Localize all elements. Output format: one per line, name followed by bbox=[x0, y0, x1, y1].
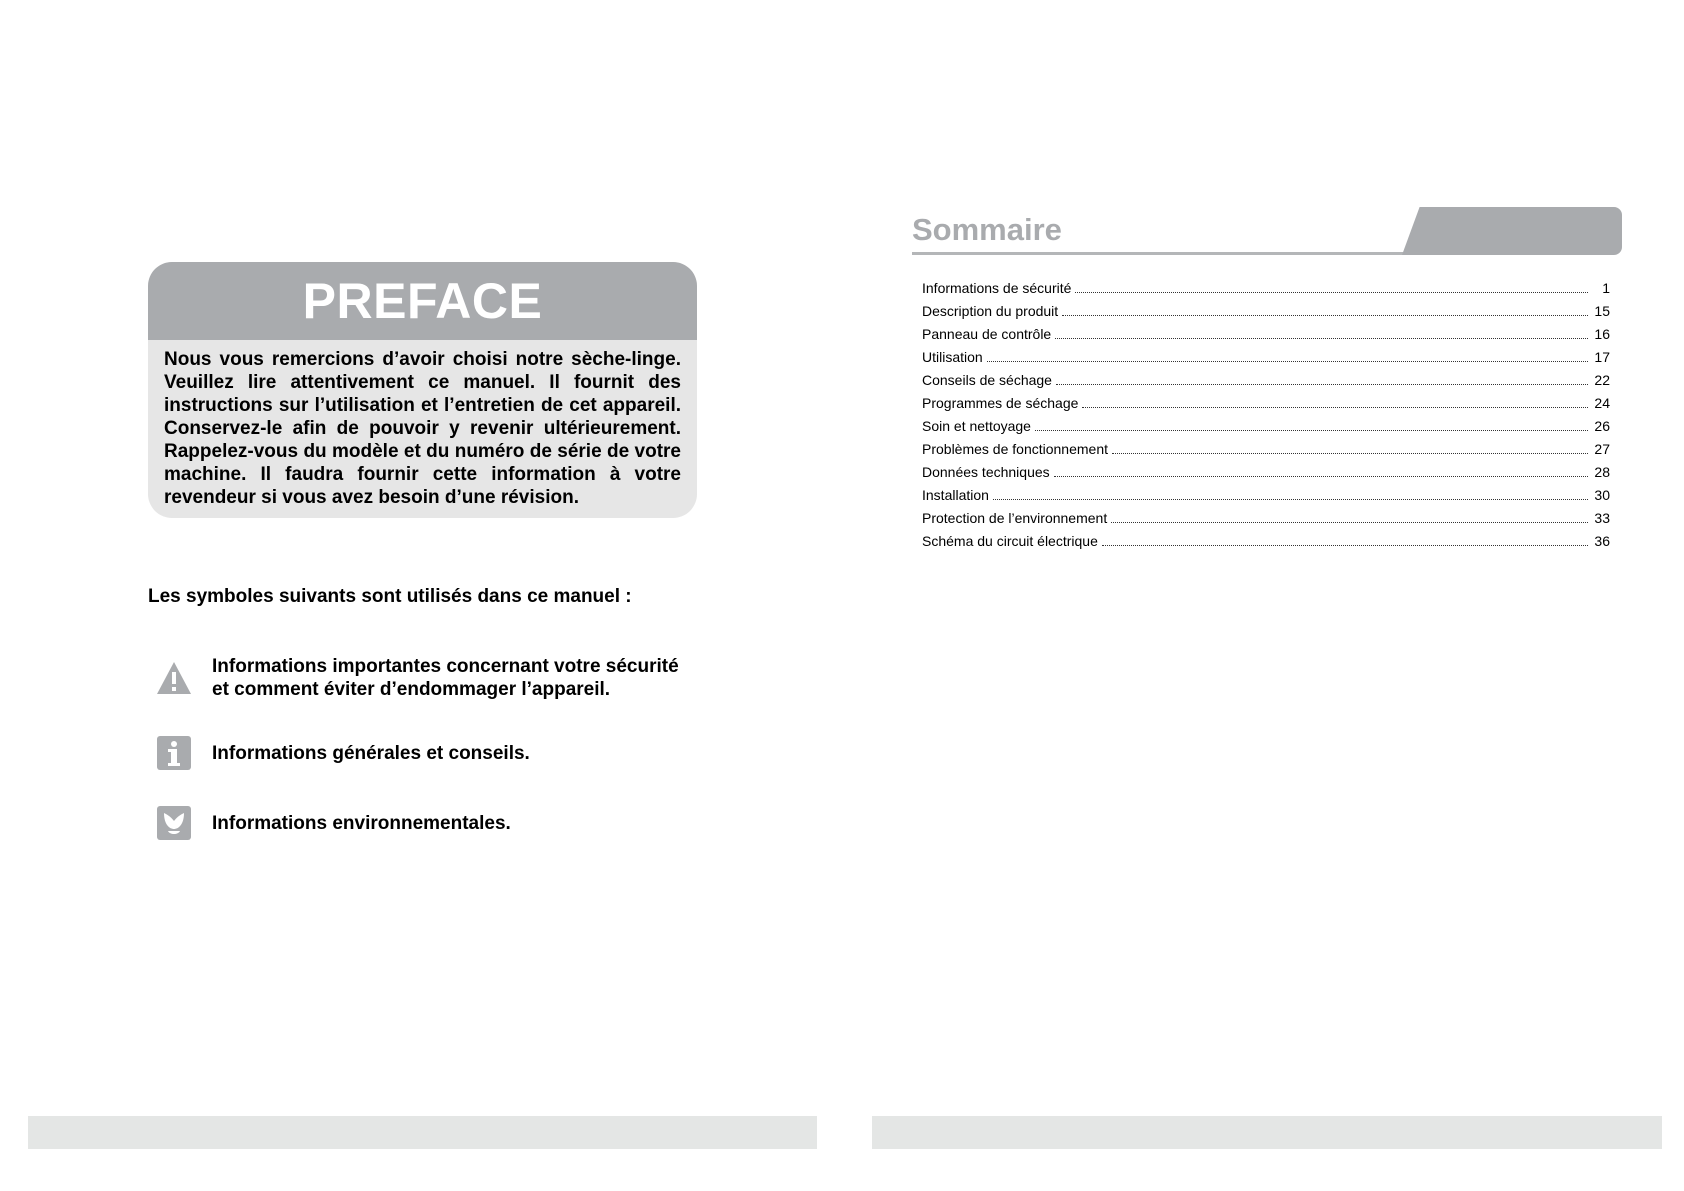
toc-leader-dots bbox=[1062, 314, 1588, 316]
sommaire-tab bbox=[1402, 207, 1622, 255]
preface-box bbox=[148, 262, 697, 518]
toc-entry-page: 22 bbox=[1594, 372, 1610, 388]
symbol-text-warning: Informations importantes concernant votre sécurité et comment éviter d’endommager l’appareil. bbox=[212, 656, 679, 700]
toc-entry-page: 1 bbox=[1602, 280, 1610, 296]
toc-entry-page: 27 bbox=[1594, 441, 1610, 457]
toc-leader-dots bbox=[1111, 521, 1588, 523]
toc-entry[interactable] bbox=[922, 326, 1610, 349]
toc-leader-dots bbox=[987, 360, 1588, 362]
toc-entry[interactable] bbox=[922, 372, 1610, 395]
toc-entry-label: Description du produit bbox=[922, 303, 1059, 319]
toc-entry-page: 36 bbox=[1594, 533, 1610, 549]
toc-entry-page: 28 bbox=[1594, 464, 1610, 480]
toc-entry-page: 33 bbox=[1594, 510, 1610, 526]
toc-entry-page: 24 bbox=[1594, 395, 1610, 411]
toc-entry[interactable] bbox=[922, 464, 1610, 487]
toc-entry-label: Informations de sécurité bbox=[922, 280, 1072, 296]
toc-entry-page: 16 bbox=[1594, 326, 1610, 342]
right-page bbox=[842, 0, 1684, 1191]
toc-entry-label: Panneau de contrôle bbox=[922, 326, 1052, 342]
toc-entry[interactable] bbox=[922, 349, 1610, 372]
toc-entry-label: Installation bbox=[922, 487, 989, 503]
symbol-text-environment: Informations environnementales. bbox=[212, 812, 511, 834]
toc-entry[interactable] bbox=[922, 395, 1610, 418]
preface-title: PREFACE bbox=[148, 262, 697, 340]
toc-leader-dots bbox=[993, 498, 1588, 500]
toc-entry-page: 30 bbox=[1594, 487, 1610, 503]
toc-entry[interactable] bbox=[922, 303, 1610, 326]
symbol-row-warning bbox=[156, 655, 692, 701]
toc-leader-dots bbox=[1112, 452, 1588, 454]
symbol-row-environment bbox=[156, 805, 511, 841]
footer-bar-right bbox=[872, 1116, 1662, 1149]
toc-entry-label: Programmes de séchage bbox=[922, 395, 1079, 411]
sommaire-title: Sommaire bbox=[912, 212, 1062, 247]
toc-entry[interactable] bbox=[922, 487, 1610, 510]
toc-entry-label: Protection de l’environnement bbox=[922, 510, 1108, 526]
toc-entry[interactable] bbox=[922, 418, 1610, 441]
symbol-text-info: Informations générales et conseils. bbox=[212, 742, 530, 764]
symbols-intro: Les symboles suivants sont utilisés dans ce manuel : bbox=[148, 586, 632, 607]
toc-leader-dots bbox=[1035, 429, 1588, 431]
toc-leader-dots bbox=[1075, 291, 1588, 293]
toc-leader-dots bbox=[1102, 544, 1588, 546]
toc-entry-label: Problèmes de fonctionnement bbox=[922, 441, 1108, 457]
toc-entry-label: Conseils de séchage bbox=[922, 372, 1052, 388]
preface-text: Nous vous remercions d’avoir choisi notre sèche-linge. Veuillez lire attentivement ce manuel. Il fournit des instructions sur l’utilisation et l’entretien de cet appareil. Conservez-le afin de pouvoir y revenir ultérieurement. Rappelez-vous du modèle et du numéro de série de votre machine. Il faudra fournir cette information à votre revendeur si vous avez besoin d’une révision. bbox=[164, 349, 681, 508]
toc-leader-dots bbox=[1054, 475, 1588, 477]
toc-entry-label: Soin et nettoyage bbox=[922, 418, 1031, 434]
footer-bar-left bbox=[28, 1116, 817, 1149]
table-of-contents bbox=[922, 280, 1610, 556]
toc-entry[interactable] bbox=[922, 441, 1610, 464]
environment-icon bbox=[156, 805, 192, 841]
toc-entry-page: 26 bbox=[1594, 418, 1610, 434]
info-icon bbox=[156, 735, 192, 771]
symbol-row-info bbox=[156, 735, 530, 771]
toc-entry[interactable] bbox=[922, 510, 1610, 533]
toc-leader-dots bbox=[1055, 337, 1588, 339]
toc-entry-label: Données techniques bbox=[922, 464, 1050, 480]
toc-entry-page: 17 bbox=[1594, 349, 1610, 365]
toc-entry[interactable] bbox=[922, 533, 1610, 556]
warning-icon bbox=[156, 660, 192, 696]
toc-entry[interactable] bbox=[922, 280, 1610, 303]
toc-leader-dots bbox=[1056, 383, 1588, 385]
toc-entry-page: 15 bbox=[1594, 303, 1610, 319]
toc-leader-dots bbox=[1082, 406, 1588, 408]
toc-entry-label: Schéma du circuit électrique bbox=[922, 533, 1098, 549]
toc-entry-label: Utilisation bbox=[922, 349, 983, 365]
